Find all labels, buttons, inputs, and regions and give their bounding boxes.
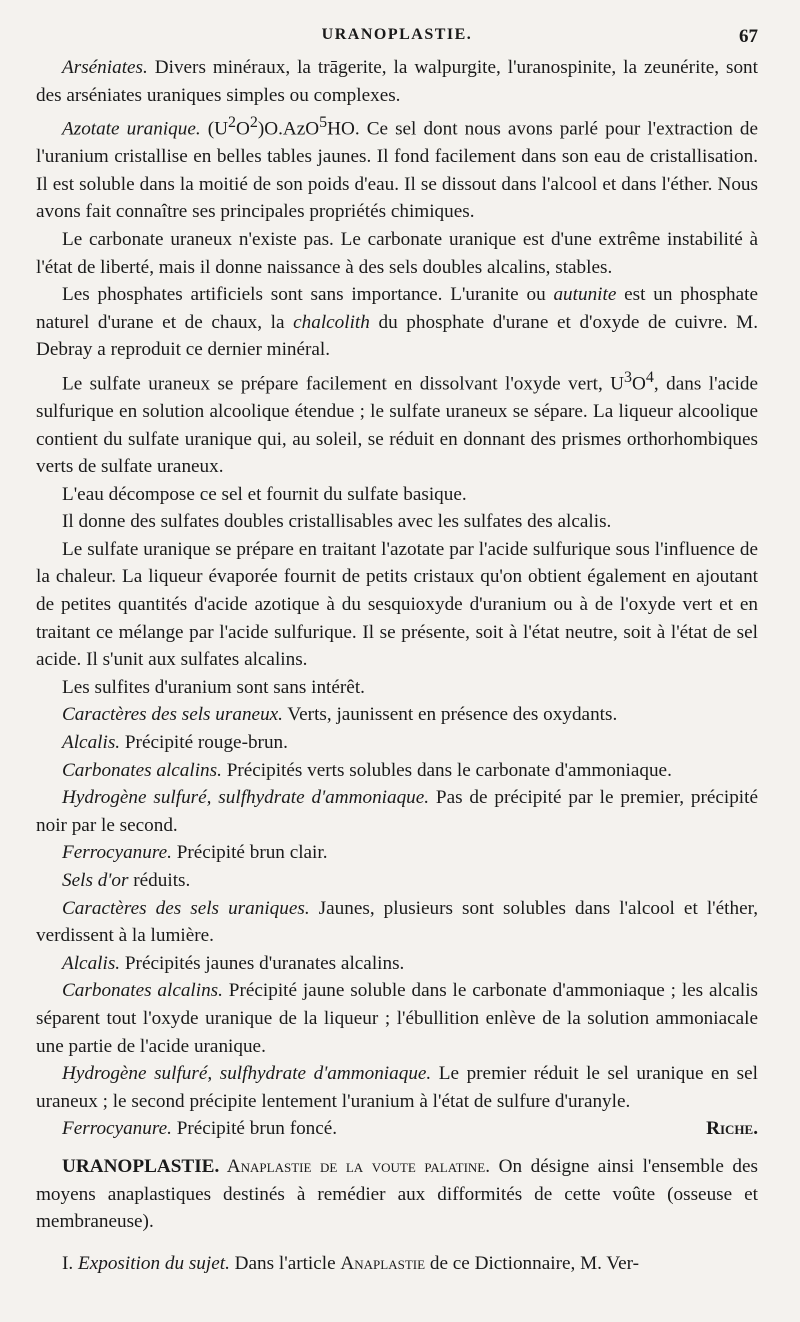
- running-title: URANOPLASTIE.: [321, 26, 473, 43]
- author-signature: Riche.: [706, 1118, 758, 1140]
- paragraph-sulfates-doubles: Il donne des sulfates doubles cristallisables avec les sulfates des alcalis.: [62, 511, 612, 533]
- running-head: [36, 26, 758, 54]
- paragraph-alcalis-1: Alcalis. Précipité rouge-brun.: [62, 732, 288, 754]
- paragraph-sels-uraneux: Caractères des sels uraneux. Verts, jaunissent en présence des oxydants.: [62, 704, 618, 726]
- term-label: Alcalis.: [62, 732, 121, 754]
- paragraph-uranoplastie: URANOPLASTIE. Anaplastie de la voute palatine. On désigne ainsi l'ensemble des moyens anaplastiques destinés à remédier aux difformités de cette voûte (osseuse et membraneuse).: [36, 1155, 758, 1233]
- term-label: Carbonates alcalins.: [62, 980, 223, 1002]
- body-text: [36, 54, 758, 1277]
- paragraph-sulfate-uranique: Le sulfate uranique se prépare en traitant l'azotate par l'acide sulfurique sous l'influence de la chaleur. La liqueur évaporée fournit de petits cristaux qu'on obtient également en ajoutant de petites quantités d'acide azotique à du sesquioxyde d'uranium ou à de l'oxyde vert et en traitant ce mélange par l'acide sulfurique. Il se présente, soit à l'état neutre, soit à l'état de sel acide. Il s'unit aux sulfates alcalins.: [36, 538, 758, 671]
- term-label: Ferrocyanure.: [62, 842, 172, 864]
- term-label: Hydrogène sulfuré, sulfhydrate d'ammoniaque.: [62, 787, 430, 809]
- paragraph-carbonates-alcalins-1: Carbonates alcalins. Précipités verts solubles dans le carbonate d'ammoniaque.: [62, 759, 672, 781]
- paragraph-phosphates: Les phosphates artificiels sont sans importance. L'uranite ou autunite est un phosphate naturel d'urane et de chaux, la chalcolith du phosphate d'urane et d'oxyde de cuivre. M. Debray a reproduit ce dernier minéral.: [36, 284, 758, 361]
- term-label: Azotate uranique.: [62, 118, 201, 140]
- paragraph-hydrogene-1: Hydrogène sulfuré, sulfhydrate d'ammoniaque. Pas de précipité par le premier, précipité noir par le second.: [36, 787, 758, 836]
- paragraph-eau: L'eau décompose ce sel et fournit du sulfate basique.: [62, 483, 467, 505]
- paragraph-carbonates-alcalins-2: Carbonates alcalins. Précipité jaune soluble dans le carbonate d'ammoniaque ; les alcalis séparent tout l'oxyde uranique de la liqueur ; l'ébullition enlève de la solution ammoniacale une partie de l'acide uranique.: [36, 980, 758, 1057]
- term-label: Caractères des sels uraneux.: [62, 704, 283, 726]
- paragraph-azotate: Azotate uranique. $(U^2O^2)O.AzO^5HO$. Ce sel dont nous avons parlé pour l'extraction de l'uranium cristallise en belles tables jaunes. Il fond facilement dans son eau de cristallisation. Il est soluble dans la moitié de son poids d'eau. Il se dissout dans l'alcool et dans l'éther. Nous avons fait connaître ses principales propriétés chimiques.: [36, 114, 758, 223]
- term-label: Hydrogène sulfuré, sulfhydrate d'ammoniaque.: [62, 1063, 432, 1085]
- term-label: Arséniates.: [62, 57, 148, 78]
- paragraph-hydrogene-2: Hydrogène sulfuré, sulfhydrate d'ammoniaque. Le premier réduit le sel uranique en sel uraneux ; le second précipite lentement l'uranium à l'état de sulfure d'uranyle.: [36, 1063, 758, 1112]
- paragraph-arseniates: Arséniates. Divers minéraux, la trāgerite, la walpurgite, l'uranospinite, la zeunérite, sont des arséniates uraniques simples ou complexes.: [36, 57, 758, 106]
- paragraph-sulfites: Les sulfites d'uranium sont sans intérêt.: [62, 676, 365, 698]
- section-label: Exposition du sujet.: [77, 1252, 230, 1274]
- article-heading: URANOPLASTIE.: [62, 1155, 220, 1177]
- paragraph-sels-uraniques: Caractères des sels uraniques. Jaunes, plusieurs sont solubles dans l'alcool et l'éther, verdissent à la lumière.: [36, 897, 758, 947]
- article-subheading: Anaplastie de la voute palatine.: [219, 1155, 491, 1177]
- section-gap: [36, 1143, 758, 1153]
- paragraph-alcalis-2: Alcalis. Précipités jaunes d'uranates alcalins.: [62, 952, 405, 974]
- page-number: 67: [739, 26, 758, 47]
- term-label: Carbonates alcalins.: [62, 759, 222, 781]
- term-label: Caractères des sels uraniques.: [62, 897, 310, 919]
- paragraph-carbonate: Le carbonate uraneux n'existe pas. Le carbonate uranique est d'une extrême instabilité à l'état de liberté, mais il donne naissance à des sels doubles alcalins, stables.: [36, 228, 758, 278]
- paragraph-sels-or: Sels d'or réduits.: [62, 870, 191, 891]
- paragraph-sulfate-uraneux: Le sulfate uraneux se prépare facilement en dissolvant l'oxyde vert, $U^3O^4$, dans l'acide sulfurique en solution alcoolique étendue ; le sulfate uraneux se sépare. La liqueur alcoolique contient du sulfate uranique qui, au soleil, se réduit en donnant des prismes orthorhombiques verts de sulfate uraneux.: [36, 368, 758, 478]
- term-label: Sels d'or: [62, 870, 129, 891]
- term-label: Alcalis.: [62, 952, 121, 974]
- paragraph-ferrocyanure-1: Ferrocyanure. Précipité brun clair.: [62, 842, 328, 864]
- section-gap: [36, 1236, 758, 1250]
- term-label: Ferrocyanure.: [62, 1118, 172, 1140]
- paragraph-ferrocyanure-2: Ferrocyanure. Précipité brun foncé. Riche.: [36, 1115, 758, 1143]
- paragraph-exposition: I. Exposition du sujet. Dans l'article Anaplastie de ce Dictionnaire, M. Ver-: [62, 1252, 640, 1274]
